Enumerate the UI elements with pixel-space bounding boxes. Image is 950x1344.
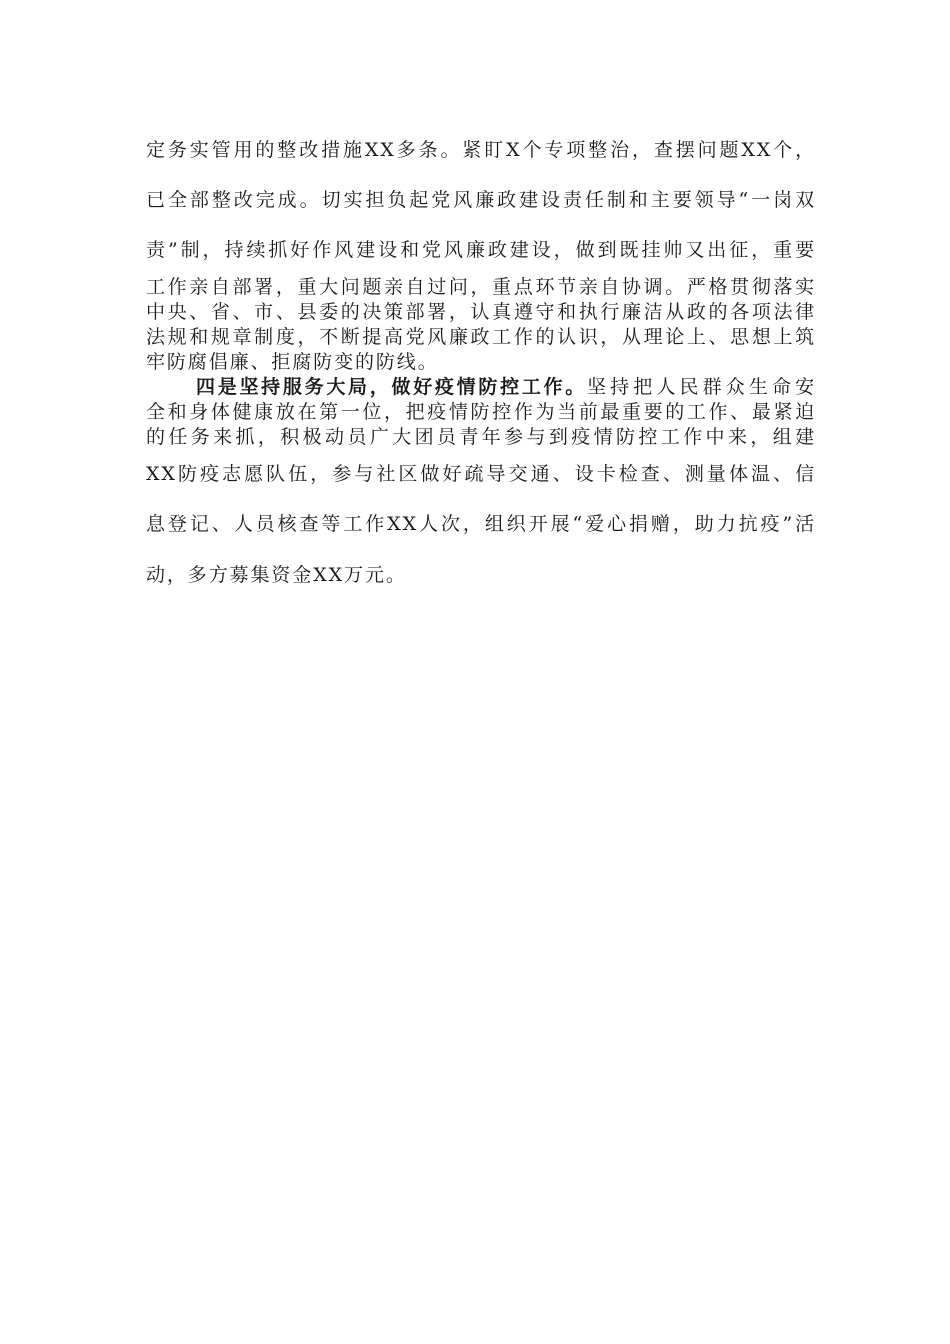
paragraph-1-line-7: 牢防腐倡廉、拒腐防变的防线。 <box>146 351 439 373</box>
paragraph-1-line-1: 定务实管用的整改措施XX多条。紧盯X个专项整治，查摆问题XX个， <box>146 139 816 161</box>
paragraph-2-line-1 <box>196 375 816 399</box>
paragraph-1-line-4: 工作亲自部署，重大问题亲自过问，重点环节亲自协调。严格贯彻落实 <box>146 276 816 298</box>
paragraph-2-first-line-text: 坚持把人民群众生命安 <box>586 376 816 398</box>
paragraph-2-line-4: XX防疫志愿队伍，参与社区做好疏导交通、设卡检查、测量体温、信 <box>146 463 816 485</box>
paragraph-1-line-5: 中央、省、市、县委的决策部署，认真遵守和执行廉洁从政的各项法律 <box>146 301 816 323</box>
paragraph-2-line-3: 的任务来抓，积极动员广大团员青年参与到疫情防控工作中来，组建 <box>146 426 816 448</box>
paragraph-1-line-3: 责”制，持续抓好作风建设和党风廉政建设，做到既挂帅又出征，重要 <box>146 239 816 261</box>
paragraph-1-line-6: 法规和规章制度，不断提高党风廉政工作的认识，从理论上、思想上筑 <box>146 326 816 348</box>
paragraph-2-line-5: 息登记、人员核查等工作XX人次，组织开展“爱心捐赠，助力抗疫”活 <box>146 513 816 535</box>
paragraph-2-heading: 四是坚持服务大局，做好疫情防控工作。 <box>196 376 587 398</box>
paragraph-1-line-2: 已全部整改完成。切实担负起党风廉政建设责任制和主要领导“一岗双 <box>146 189 816 211</box>
paragraph-2-line-6: 动，多方募集资金XX万元。 <box>146 564 407 586</box>
paragraph-2-line-2: 全和身体健康放在第一位，把疫情防控作为当前最重要的工作、最紧迫 <box>146 401 816 423</box>
